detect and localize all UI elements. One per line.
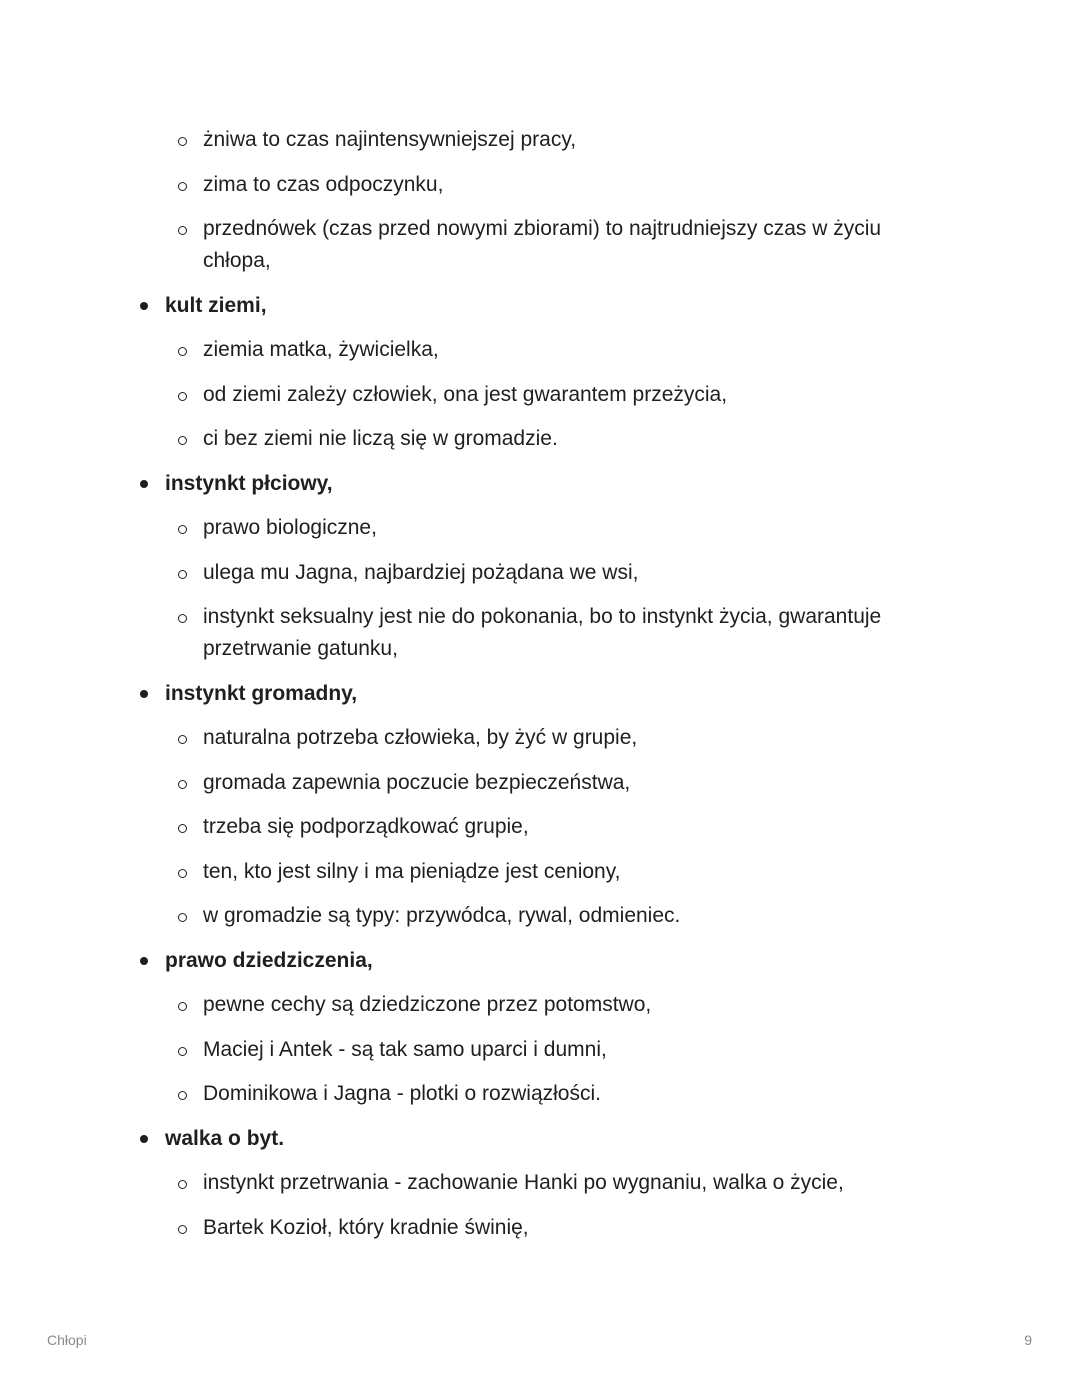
- section-heading: [0, 678, 1080, 710]
- footer-document-title: Chłopi: [47, 1332, 87, 1348]
- list-item-text: ten, kto jest silny i ma pieniądze jest ceniony,: [203, 859, 621, 883]
- list-item-text: instynkt seksualny jest nie do pokonania, bo to instynkt życia, gwarantuje przetrwanie gatunku,: [203, 605, 882, 660]
- list-item: [0, 557, 1080, 589]
- section-walka-o-byt: [0, 1123, 1080, 1244]
- hollow-bullet-icon: [178, 137, 187, 146]
- hollow-bullet-icon: [178, 869, 187, 878]
- hollow-bullet-icon: [178, 1002, 187, 1011]
- hollow-bullet-icon: [178, 1047, 187, 1056]
- list-item-text: prawo biologiczne,: [203, 516, 377, 539]
- list-item: [0, 334, 1080, 366]
- section-heading: [0, 945, 1080, 977]
- section-instynkt-gromadny: [0, 678, 1080, 933]
- hollow-bullet-icon: [178, 1180, 187, 1189]
- list-item: [0, 811, 1080, 843]
- hollow-bullet-icon: [178, 824, 187, 833]
- filled-bullet-icon: [140, 957, 148, 965]
- section-heading: [0, 468, 1080, 500]
- list-item-text: od ziemi zależy człowiek, ona jest gwarantem przeżycia,: [203, 382, 728, 406]
- hollow-bullet-icon: [178, 347, 187, 356]
- list-item-text: zima to czas odpoczynku,: [203, 172, 444, 196]
- section-heading: [0, 290, 1080, 322]
- main-list: [0, 290, 1080, 1244]
- list-item-text: instynkt przetrwania - zachowanie Hanki po wygnaniu, walka o życie,: [203, 1171, 844, 1194]
- filled-bullet-icon: [140, 480, 148, 488]
- section-sublist: [0, 722, 1080, 932]
- list-item: [0, 1167, 1080, 1199]
- list-item-text: Bartek Kozioł, który kradnie świnię,: [203, 1215, 529, 1239]
- section-sublist: [0, 334, 1080, 455]
- list-item-text: trzeba się podporządkować grupie,: [203, 815, 529, 838]
- list-item-text: pewne cechy są dziedziczone przez potomstwo,: [203, 993, 652, 1016]
- document-body: [0, 124, 1080, 1256]
- list-item: [0, 856, 1080, 888]
- section-title: prawo dziedziczenia,: [165, 948, 373, 972]
- list-item-text: ci bez ziemi nie liczą się w gromadzie.: [203, 427, 558, 450]
- list-item-text: w gromadzie są typy: przywódca, rywal, odmieniec.: [203, 904, 681, 927]
- hollow-bullet-icon: [178, 182, 187, 191]
- list-item-text: ulega mu Jagna, najbardziej pożądana we wsi,: [203, 560, 639, 584]
- list-item-text: gromada zapewnia poczucie bezpieczeństwa,: [203, 770, 631, 794]
- section-prawo-dziedziczenia: [0, 945, 1080, 1111]
- list-item: [0, 989, 1080, 1021]
- list-item: [0, 1034, 1080, 1066]
- section-title: walka o byt.: [165, 1126, 285, 1150]
- hollow-bullet-icon: [178, 614, 187, 623]
- list-item-text: Maciej i Antek - są tak samo uparci i dumni,: [203, 1037, 607, 1061]
- filled-bullet-icon: [140, 302, 148, 310]
- section-instynkt-plciowy: [0, 468, 1080, 666]
- section-heading: [0, 1123, 1080, 1155]
- page-number: 9: [1024, 1332, 1032, 1348]
- hollow-bullet-icon: [178, 570, 187, 579]
- hollow-bullet-icon: [178, 780, 187, 789]
- hollow-bullet-icon: [178, 913, 187, 922]
- list-item: [0, 767, 1080, 799]
- hollow-bullet-icon: [178, 735, 187, 744]
- intro-sublist: [0, 124, 1080, 277]
- section-kult-ziemi: [0, 290, 1080, 456]
- section-sublist: [0, 989, 1080, 1110]
- list-item: [0, 722, 1080, 754]
- list-item: [0, 512, 1080, 544]
- section-sublist: [0, 512, 1080, 665]
- list-item-text: naturalna potrzeba człowieka, by żyć w grupie,: [203, 726, 638, 749]
- hollow-bullet-icon: [178, 392, 187, 401]
- hollow-bullet-icon: [178, 1225, 187, 1234]
- list-item: [0, 601, 1080, 665]
- filled-bullet-icon: [140, 1135, 148, 1143]
- list-item: [0, 213, 1080, 277]
- section-sublist: [0, 1167, 1080, 1244]
- list-item-text: ziemia matka, żywicielka,: [203, 338, 439, 361]
- list-item: [0, 169, 1080, 201]
- list-item: [0, 1212, 1080, 1244]
- section-title: instynkt płciowy,: [165, 471, 333, 495]
- list-item: [0, 379, 1080, 411]
- list-item-text: przednówek (czas przed nowymi zbiorami) to najtrudniejszy czas w życiu chłopa,: [203, 217, 882, 272]
- section-title: instynkt gromadny,: [165, 681, 358, 705]
- hollow-bullet-icon: [178, 1091, 187, 1100]
- list-item-text: Dominikowa i Jagna - plotki o rozwiązłości.: [203, 1082, 601, 1105]
- hollow-bullet-icon: [178, 226, 187, 235]
- list-item: [0, 423, 1080, 455]
- list-item-text: żniwa to czas najintensywniejszej pracy,: [203, 128, 577, 151]
- section-title: kult ziemi,: [165, 293, 267, 317]
- list-item: [0, 1078, 1080, 1110]
- filled-bullet-icon: [140, 690, 148, 698]
- list-item: [0, 124, 1080, 156]
- list-item: [0, 900, 1080, 932]
- hollow-bullet-icon: [178, 525, 187, 534]
- hollow-bullet-icon: [178, 436, 187, 445]
